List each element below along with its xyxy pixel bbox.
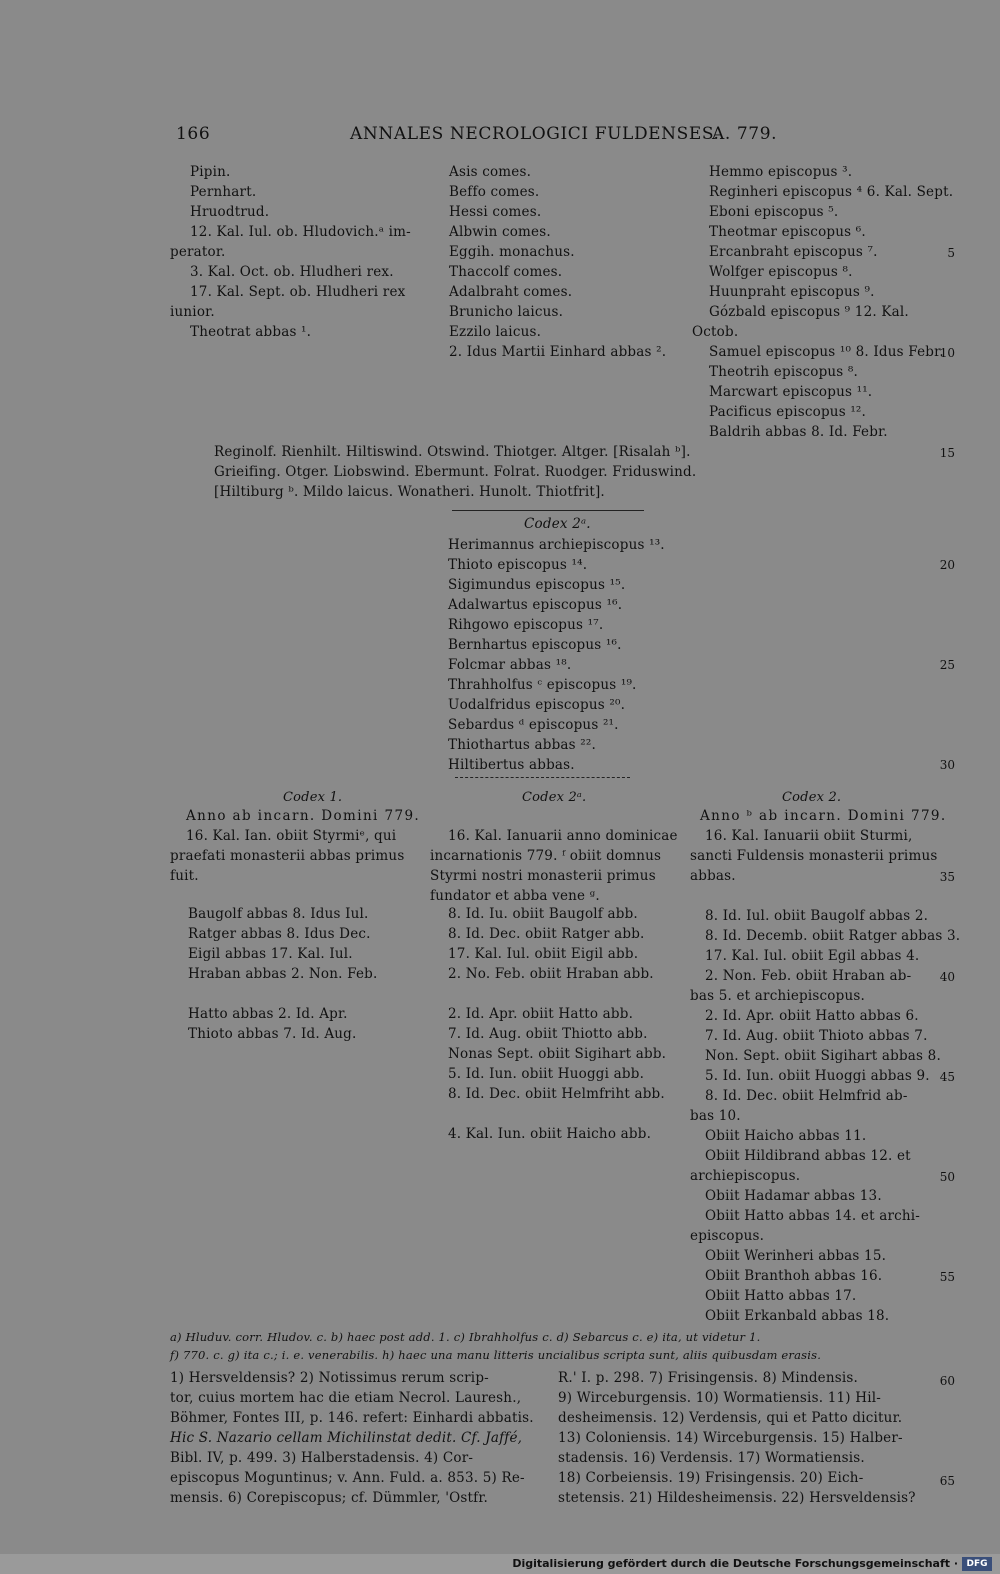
entry: iunior. (170, 304, 215, 320)
entry: Reginolf. Rienhilt. Hiltiswind. Otswind. Thiotger. Altger. [Risalah ᵇ]. (214, 444, 691, 460)
entry: Bernhartus episcopus ¹⁶. (448, 637, 622, 653)
entry: Asis comes. (449, 164, 532, 180)
entry: Adalwartus episcopus ¹⁶. (448, 597, 623, 613)
entry: fuit. (170, 868, 199, 884)
entry: Obiit Hadamar abbas 13. (705, 1188, 882, 1204)
entry: Obiit Branthoh abbas 16. (705, 1268, 883, 1284)
footnote-line: stadensis. 16) Verdensis. 17) Wormatiensis. (558, 1450, 865, 1466)
note-line: f) 770. c. g) ita c.; i. e. venerabilis. h) haec una manu litteris uncialibus scripta sunt, aliis quibusdam erasis. (170, 1348, 822, 1362)
entry: Obiit Hatto abbas 17. (705, 1288, 857, 1304)
footnote-line: Bibl. IV, p. 499. 3) Halberstadensis. 4) Cor- (170, 1450, 474, 1466)
entry: Gózbald episcopus ⁹ 12. Kal. (709, 304, 909, 320)
line-number: 55 (939, 1270, 955, 1284)
entry: Hiltibertus abbas. (448, 757, 575, 773)
entry: Thrahholfus ᶜ episcopus ¹⁹. (448, 677, 637, 693)
entry: 4. Kal. Iun. obiit Haicho abb. (448, 1126, 652, 1142)
footnote-line: 13) Coloniensis. 14) Wirceburgensis. 15) Halber- (558, 1430, 903, 1446)
entry: Nonas Sept. obiit Sigihart abb. (448, 1046, 667, 1062)
entry: abbas. (690, 868, 736, 884)
entry: 5. Id. Iun. obiit Huoggi abb. (448, 1066, 645, 1082)
line-number: 25 (939, 658, 955, 672)
entry: Anno ᵇ ab incarn. Domini 779. (700, 808, 947, 824)
entry: 8. Id. Decemb. obiit Ratger abbas 3. (705, 928, 961, 944)
entry: archiepiscopus. (690, 1168, 801, 1184)
entry: 2. Non. Feb. obiit Hraban ab- (705, 968, 912, 984)
entry: Obiit Werinheri abbas 15. (705, 1248, 887, 1264)
line-number: 15 (939, 446, 955, 460)
footnote-line: 1) Hersveldensis? 2) Notissimus rerum scrip- (170, 1370, 489, 1386)
entry: 17. Kal. Iul. obiit Egil abbas 4. (705, 948, 920, 964)
entry: Obiit Erkanbald abbas 18. (705, 1308, 890, 1324)
footnote-line: desheimensis. 12) Verdensis, qui et Patto dicitur. (558, 1410, 903, 1426)
entry: Beffo comes. (449, 184, 540, 200)
entry: bas 5. et archiepiscopus. (690, 988, 865, 1004)
entry: 16. Kal. Ianuarii anno dominicae (448, 828, 678, 844)
entry: 2. No. Feb. obiit Hraban abb. (448, 966, 654, 982)
entry: Ercanbraht episcopus ⁷. (709, 244, 878, 260)
entry: 8. Id. Iul. obiit Baugolf abbas 2. (705, 908, 929, 924)
page-number: 166 (176, 124, 211, 144)
entry: bas 10. (690, 1108, 741, 1124)
entry: Eigil abbas 17. Kal. Iul. (188, 946, 353, 962)
entry: Theotrih episcopus ⁸. (709, 364, 859, 380)
line-number: 30 (939, 758, 955, 772)
entry: Pernhart. (190, 184, 257, 200)
section-rule (455, 777, 630, 778)
entry: Ezzilo laicus. (449, 324, 542, 340)
line-number: 65 (939, 1474, 955, 1488)
entry: Eggih. monachus. (449, 244, 575, 260)
entry: Thioto episcopus ¹⁴. (448, 557, 588, 573)
entry: Adalbraht comes. (449, 284, 573, 300)
entry: incarnationis 779. ᶠ obiit domnus (430, 848, 662, 864)
entry: Hessi comes. (449, 204, 542, 220)
line-number: 35 (939, 870, 955, 884)
entry: 3. Kal. Oct. ob. Hludheri rex. (190, 264, 394, 280)
codex2-header: Codex 2. (782, 790, 842, 805)
running-year: A. 779. (712, 124, 778, 144)
entry: Baugolf abbas 8. Idus Iul. (188, 906, 369, 922)
entry: 8. Id. Iu. obiit Baugolf abb. (448, 906, 638, 922)
codex2a-header: Codex 2ᵃ. (522, 790, 587, 805)
line-number: 5 (947, 246, 955, 260)
entry: 17. Kal. Iul. obiit Eigil abb. (448, 946, 639, 962)
section-rule (452, 510, 644, 511)
entry: Non. Sept. obiit Sigihart abbas 8. (705, 1048, 941, 1064)
footnote-line: 18) Corbeiensis. 19) Frisingensis. 20) Eich- (558, 1470, 864, 1486)
entry: 16. Kal. Ianuarii obiit Sturmi, (705, 828, 913, 844)
entry: 7. Id. Aug. obiit Thiotto abb. (448, 1026, 648, 1042)
running-title: ANNALES NECROLOGICI FULDENSES. (350, 124, 720, 144)
entry: Theotrat abbas ¹. (190, 324, 312, 340)
entry: 8. Id. Dec. obiit Ratger abb. (448, 926, 645, 942)
line-number: 40 (939, 970, 955, 984)
entry: 17. Kal. Sept. ob. Hludheri rex (190, 284, 406, 300)
entry: Pipin. (190, 164, 231, 180)
entry: episcopus. (690, 1228, 765, 1244)
codex2a-title: Codex 2ᵃ. (524, 516, 591, 532)
entry: perator. (170, 244, 226, 260)
digitization-footer (0, 1554, 1000, 1574)
footnote-line: mensis. 6) Corepiscopus; cf. Dümmler, 'Ostfr. (170, 1490, 488, 1506)
line-number: 45 (939, 1070, 955, 1084)
entry: Rihgowo episcopus ¹⁷. (448, 617, 604, 633)
entry: Hemmo episcopus ³. (709, 164, 853, 180)
entry: 2. Id. Apr. obiit Hatto abb. (448, 1006, 634, 1022)
entry: Pacificus episcopus ¹². (709, 404, 867, 420)
entry: Samuel episcopus ¹⁰ 8. Idus Febr. (709, 344, 944, 360)
entry: Thaccolf comes. (449, 264, 563, 280)
entry: praefati monasterii abbas primus (170, 848, 405, 864)
footnote-line: Böhmer, Fontes III, p. 146. refert: Einhardi abbatis. (170, 1410, 534, 1426)
entry: Huunpraht episcopus ⁹. (709, 284, 875, 300)
dfg-logo: DFG (962, 1557, 992, 1571)
entry: fundator et abba vene ᵍ. (430, 888, 600, 904)
entry: Hruodtrud. (190, 204, 270, 220)
line-number: 60 (939, 1374, 955, 1388)
codex1-header: Codex 1. (283, 790, 343, 805)
entry: Anno ab incarn. Domini 779. (186, 808, 421, 824)
entry: Marcwart episcopus ¹¹. (709, 384, 873, 400)
footnote-line: 9) Wirceburgensis. 10) Wormatiensis. 11) Hil- (558, 1390, 881, 1406)
entry: Sigimundus episcopus ¹⁵. (448, 577, 626, 593)
footer-text: Digitalisierung gefördert durch die Deutsche Forschungsgemeinschaft · (512, 1557, 958, 1570)
entry: Grieifing. Otger. Liobswind. Ebermunt. Folrat. Ruodger. Friduswind. (214, 464, 697, 480)
entry: 12. Kal. Iul. ob. Hludovich.ᵃ im- (190, 224, 411, 240)
entry: 8. Id. Dec. obiit Helmfrid ab- (705, 1088, 908, 1104)
entry: Theotmar episcopus ⁶. (709, 224, 866, 240)
entry: Ratger abbas 8. Idus Dec. (188, 926, 371, 942)
entry: Brunicho laicus. (449, 304, 564, 320)
footnote-line: R.' I. p. 298. 7) Frisingensis. 8) Mindensis. (558, 1370, 859, 1386)
footnote-line: stetensis. 21) Hildesheimensis. 22) Hersveldensis? (558, 1490, 916, 1506)
entry: Obiit Hatto abbas 14. et archi- (705, 1208, 921, 1224)
entry: Wolfger episcopus ⁸. (709, 264, 853, 280)
entry: Reginheri episcopus ⁴ 6. Kal. Sept. (709, 184, 954, 200)
entry: 5. Id. Iun. obiit Huoggi abbas 9. (705, 1068, 930, 1084)
footnote-line: episcopus Moguntinus; v. Ann. Fuld. a. 853. 5) Re- (170, 1470, 525, 1486)
entry: Thioto abbas 7. Id. Aug. (188, 1026, 357, 1042)
entry: Folcmar abbas ¹⁸. (448, 657, 572, 673)
line-number: 50 (939, 1170, 955, 1184)
entry: Styrmi nostri monasterii primus (430, 868, 656, 884)
entry: 2. Id. Apr. obiit Hatto abbas 6. (705, 1008, 919, 1024)
entry: Sebardus ᵈ episcopus ²¹. (448, 717, 619, 733)
line-number: 20 (939, 558, 955, 572)
entry: 2. Idus Martii Einhard abbas ². (449, 344, 667, 360)
entry: Hraban abbas 2. Non. Feb. (188, 966, 378, 982)
entry: Uodalfridus episcopus ²⁰. (448, 697, 626, 713)
entry: 8. Id. Dec. obiit Helmfriht abb. (448, 1086, 665, 1102)
line-number: 10 (939, 346, 955, 360)
entry: 7. Id. Aug. obiit Thioto abbas 7. (705, 1028, 928, 1044)
entry: Albwin comes. (449, 224, 551, 240)
entry: sancti Fuldensis monasterii primus (690, 848, 938, 864)
entry: Obiit Haicho abbas 11. (705, 1128, 867, 1144)
entry: [Hiltiburg ᵇ. Mildo laicus. Wonatheri. Hunolt. Thiotfrit]. (214, 484, 605, 500)
entry: Thiothartus abbas ²². (448, 737, 597, 753)
entry: Eboni episcopus ⁵. (709, 204, 839, 220)
footnote-line: tor, cuius mortem hac die etiam Necrol. Lauresh., (170, 1390, 522, 1406)
note-line: a) Hluduv. corr. Hludov. c. b) haec post add. 1. c) Ibrahholfus c. d) Sebarcus c. e) ita, ut videtur 1. (170, 1330, 761, 1344)
entry: Herimannus archiepiscopus ¹³. (448, 537, 665, 553)
entry: Baldrih abbas 8. Id. Febr. (709, 424, 888, 440)
entry: Octob. (692, 324, 739, 340)
entry: Obiit Hildibrand abbas 12. et (705, 1148, 911, 1164)
footnote-line: Hic S. Nazario cellam Michilinstat dedit. Cf. Jaffé, (170, 1430, 523, 1446)
entry: Hatto abbas 2. Id. Apr. (188, 1006, 348, 1022)
entry: 16. Kal. Ian. obiit Styrmiᵉ, qui (186, 828, 397, 844)
